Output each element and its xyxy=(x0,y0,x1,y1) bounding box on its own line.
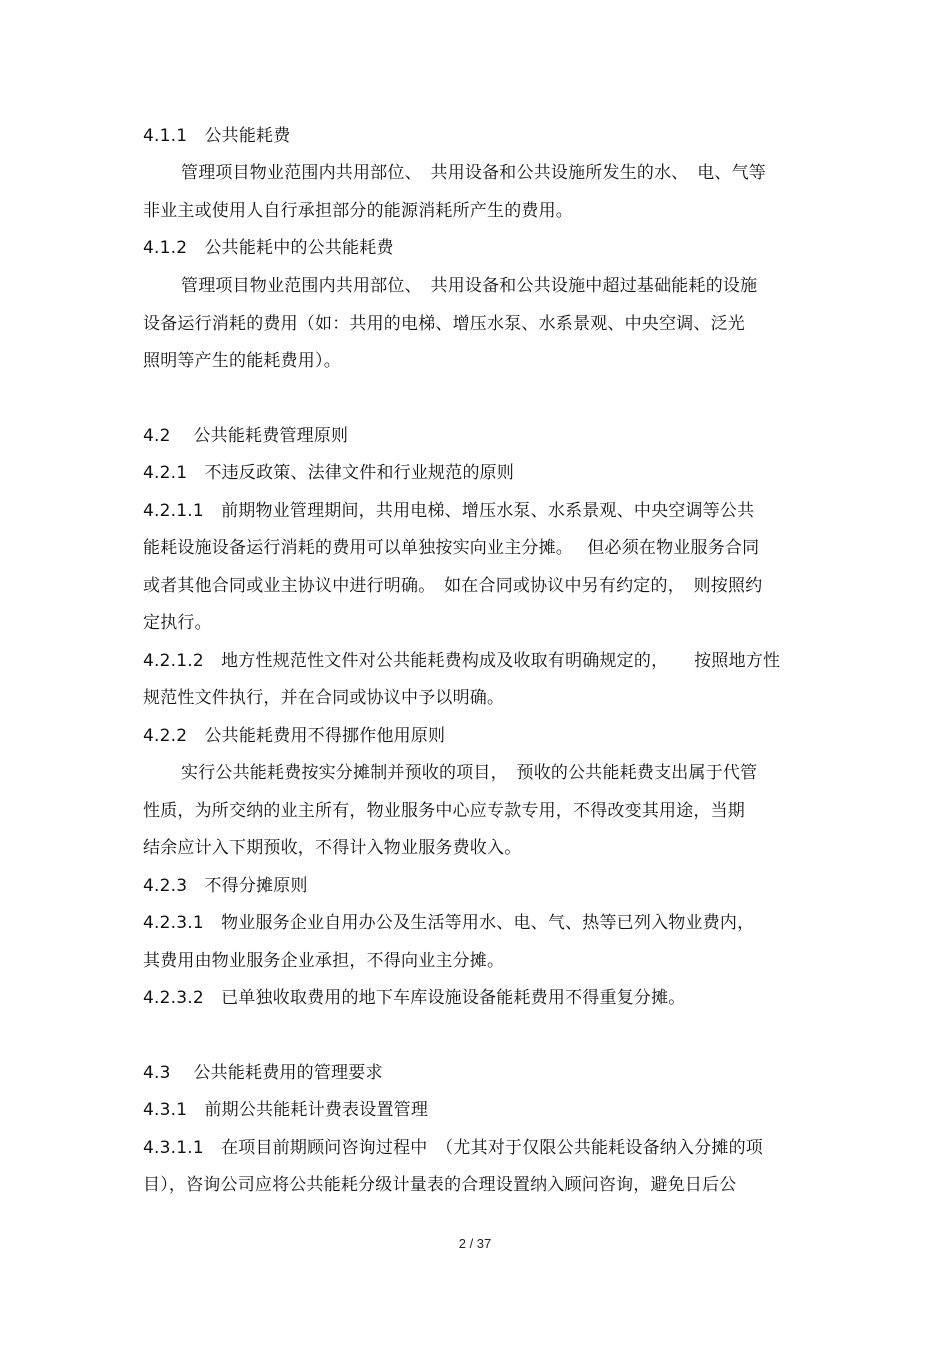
paragraph-line: 4.2.3.2 已单独收取费用的地下车库设施设备能耗费用不得重复分摊。 xyxy=(143,988,686,1008)
paragraph-line: 其费用由物业服务企业承担，不得向业主分摊。 xyxy=(143,951,505,971)
paragraph-line: 目），咨询公司应将公共能耗分级计量表的合理设置纳入顾问咨询，避免日后公 xyxy=(143,1175,737,1195)
paragraph-line: 能耗设施设备运行消耗的费用可以单独按实向业主分摊。 但必须在物业服务合同 xyxy=(143,538,760,558)
paragraph-line: 4.2.1.1 前期物业管理期间，共用电梯、增压水泵、水系景观、中央空调等公共 xyxy=(143,501,755,521)
paragraph-line: 设备运行消耗的费用（如：共用的电梯、增压水泵、水系景观、中央空调、泛光 xyxy=(143,314,745,334)
heading-4-2-1: 4.2.1 不违反政策、法律文件和行业规范的原则 xyxy=(143,463,515,483)
paragraph-line: 4.2.1.2 地方性规范性文件对公共能耗费构成及收取有明确规定的， 按照地方性 xyxy=(143,651,781,671)
paragraph-line: 性质，为所交纳的业主所有，物业服务中心应专款专用，不得改变其用途，当期 xyxy=(143,801,745,821)
paragraph-line: 结余应计入下期预收，不得计入物业服务费收入。 xyxy=(143,838,522,858)
heading-4-3-1: 4.3.1 前期公共能耗计费表设置管理 xyxy=(143,1100,429,1120)
paragraph-line: 非业主或使用人自行承担部分的能源消耗所产生的费用。 xyxy=(143,201,573,221)
paragraph-line: 4.2.3.1 物业服务企业自用办公及生活等用水、电、气、热等已列入物业费内， xyxy=(143,913,755,933)
paragraph-line: 管理项目物业范围内共用部位、 共用设备和公共设施中超过基础能耗的设施 xyxy=(181,276,758,296)
paragraph-line: 定执行。 xyxy=(143,613,212,633)
heading-4-2-3: 4.2.3 不得分摊原则 xyxy=(143,876,308,896)
paragraph-line: 实行公共能耗费按实分摊制并预收的项目， 预收的公共能耗费支出属于代管 xyxy=(181,763,758,783)
paragraph-line: 照明等产生的能耗费用）。 xyxy=(143,351,341,371)
heading-4-1-1: 4.1.1 公共能耗费 xyxy=(143,126,291,146)
page-number: 2 / 37 xyxy=(458,1236,492,1251)
paragraph-line: 管理项目物业范围内共用部位、 共用设备和公共设施所发生的水、 电、气等 xyxy=(181,163,766,183)
paragraph-line: 4.3.1.1 在项目前期顾问咨询过程中 （尤其对于仅限公共能耗设备纳入分摊的项 xyxy=(143,1138,763,1158)
heading-4-2-2: 4.2.2 公共能耗费用不得挪作他用原则 xyxy=(143,726,446,746)
heading-4-2: 4.2 公共能耗费管理原则 xyxy=(143,426,349,446)
paragraph-line: 或者其他合同或业主协议中进行明确。 如在合同或协议中另有约定的， 则按照约 xyxy=(143,576,763,596)
heading-4-3: 4.3 公共能耗费用的管理要求 xyxy=(143,1063,383,1083)
heading-4-1-2: 4.1.2 公共能耗中的公共能耗费 xyxy=(143,238,394,258)
paragraph-line: 规范性文件执行，并在合同或协议中予以明确。 xyxy=(143,688,505,708)
